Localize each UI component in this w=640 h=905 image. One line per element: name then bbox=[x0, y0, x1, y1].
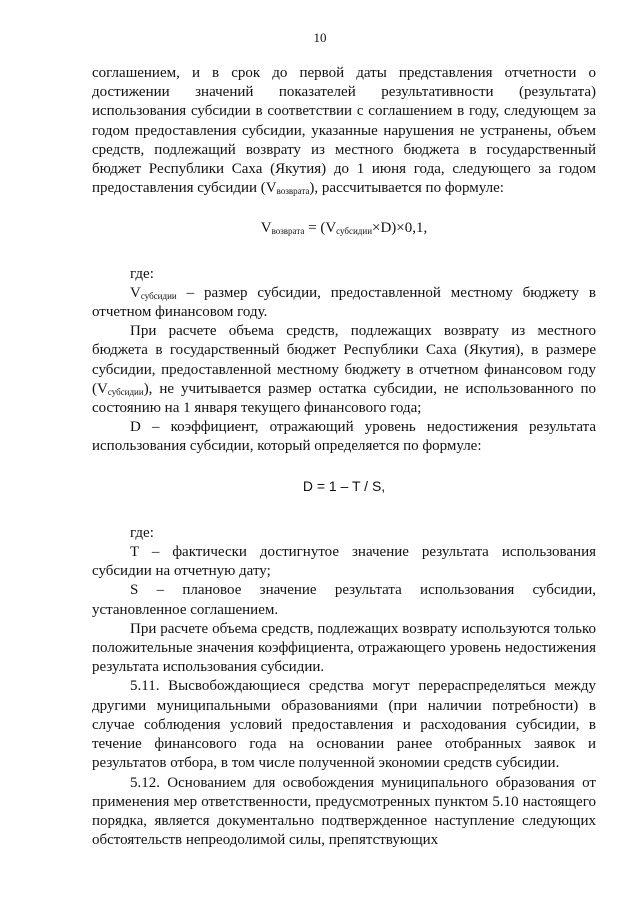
paragraph-text: соглашением, и в срок до первой даты представления отчетности о достижении значений показателей результативности (результата) использования субсидии в соответствии с соглашением в году, следующем за годом предоставления субсидии, указанные нарушения не устранены, объем средств, подлежащий возврату из местного бюджета в государственный бюджет Республики Саха (Якутия) до 1 июня года, следующего за годом предоставления субсидии (V bbox=[92, 65, 596, 197]
subscript: субсидии bbox=[336, 226, 373, 237]
subscript: субсидии bbox=[107, 386, 144, 397]
paragraph-calculation-note: При расчете объема средств, подлежащих возврату из местного бюджета в государственный бюджет Республики Саха (Якутия), в размере субсидии, предоставленной местному бюджету в отчетном финансовом году $(V_{субсидии})$, не учитывается размер остатка субсидии, не использованного по состоянию на 1 января текущего финансового года; bbox=[92, 323, 596, 417]
page-number: 10 bbox=[313, 30, 327, 45]
document-body bbox=[92, 64, 596, 850]
formula-return-volume: $V_{возврата} = (V_{субсидии}\times D)\times 0,1$, bbox=[260, 220, 428, 237]
where-label: где: bbox=[130, 524, 154, 541]
paragraph-positive-values: При расчете объема средств, подлежащих возврату используются только положительные значения коэффициента, отражающего уровень недостижения результата использования субсидии. bbox=[92, 620, 596, 676]
definition-v-subsidy: $V_{субсидии}$ – размер субсидии, предоставленной местному бюджету в отчетном финансовом году. bbox=[92, 284, 596, 321]
definition-d: D – коэффициент, отражающий уровень недостижения результата использования субсидии, который определяется по формуле: bbox=[92, 419, 596, 455]
where-label: где: bbox=[130, 265, 154, 282]
definition-t: T – фактически достигнутое значение результата использования субсидии на отчетную дату; bbox=[92, 544, 596, 580]
paragraph-5-12: 5.12. Основанием для освобождения муниципального образования от применения мер ответственности, предусмотренных пунктом 5.10 настоящего порядка, является документально подтвержденное наступление следующих обстоятельств непреодолимой силы, препятствующих bbox=[92, 774, 596, 849]
paragraph-5-11: 5.11. Высвобождающиеся средства могут перераспределяться между другими муниципальными образованиями (при наличии потребности) в случае соблюдения условий предоставления и расходования субсидии, в течение финансового года на основании ранее отобранных заявок и результатов отбора, в том числе полученной экономии средств субсидии. bbox=[92, 678, 596, 772]
subscript: возврата bbox=[271, 226, 305, 237]
formula-coefficient-d: D = 1 – T / S, bbox=[302, 477, 386, 494]
definition-s: S – плановое значение результата использования субсидии, установленное соглашением. bbox=[92, 582, 596, 618]
subscript: субсидии bbox=[140, 290, 177, 301]
paragraph-tail: ), рассчитывается по формуле: bbox=[309, 180, 504, 197]
paragraph-penalty-intro bbox=[92, 64, 596, 198]
subscript: возврата bbox=[276, 186, 310, 197]
